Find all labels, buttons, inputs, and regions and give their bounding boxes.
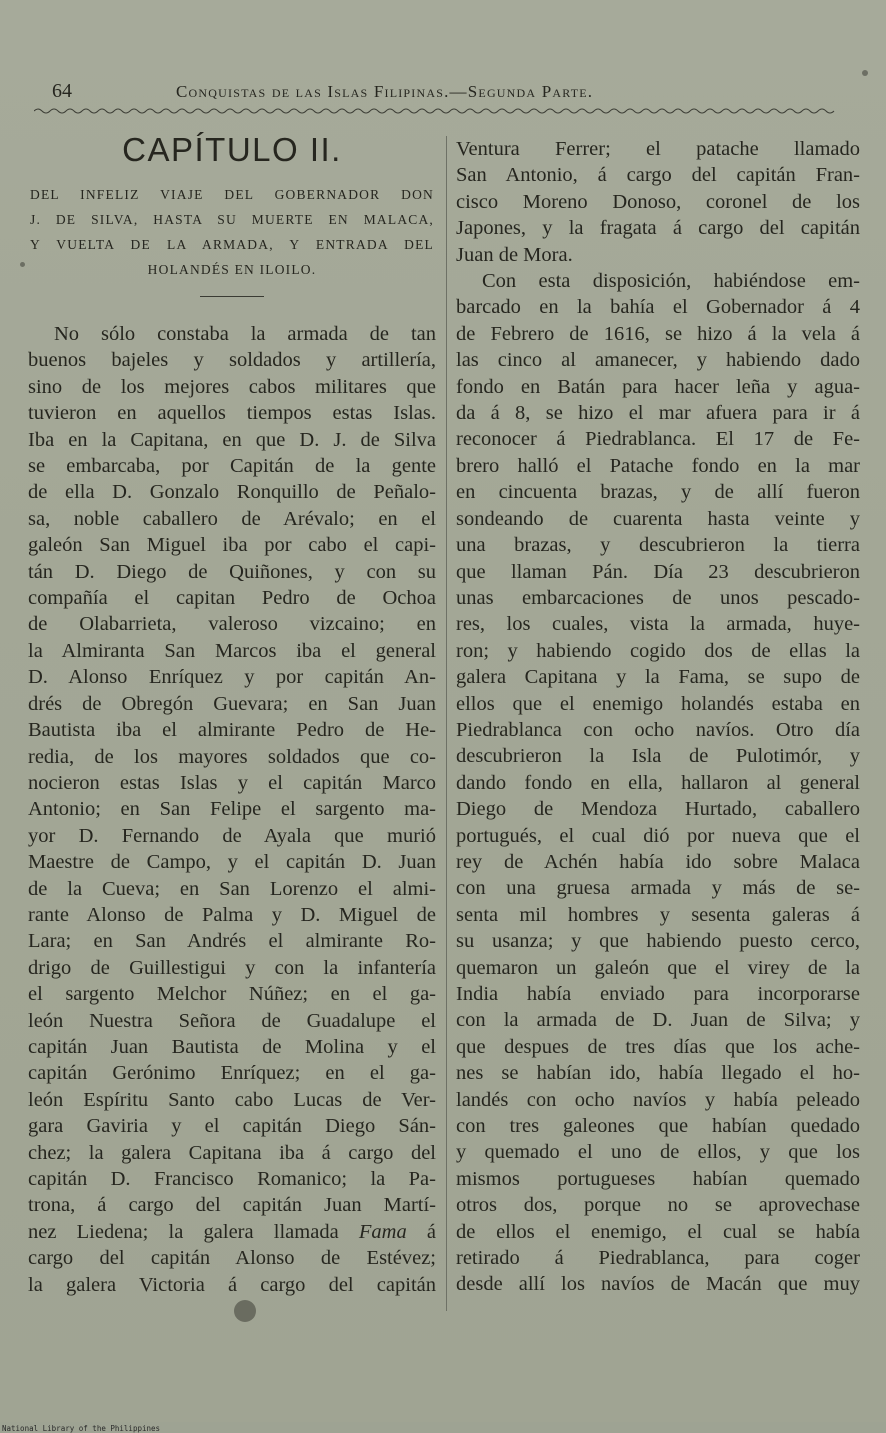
text-line: tuvieron en aquellos tiempos estas Islas.	[28, 402, 436, 425]
text-line: Ventura Ferrer; el patache llamado	[456, 138, 860, 160]
text-line: capitán Gerónimo Enríquez; en el ga-	[28, 1062, 436, 1085]
summary-line: Y VUELTA DE LA ARMADA, Y ENTRADA DEL	[30, 237, 434, 252]
text-line: Piedrablanca con ocho navíos. Otro día	[456, 718, 860, 741]
text-line: portugués, el cual dió por nueva que el	[456, 824, 860, 847]
text-line: y quemado el uno de ellos, y que los	[456, 1141, 860, 1164]
text-line: cargo del capitán Alonso de Estévez;	[28, 1247, 436, 1270]
ink-spot	[862, 70, 868, 76]
text-line: que despues de tres días que los ache-	[456, 1035, 860, 1058]
text-line: India había enviado para incorporarse	[456, 983, 860, 1005]
text-line: fondo en Batán para hacer leña y agua-	[456, 375, 860, 398]
text-line: San Antonio, á cargo del capitán Fran-	[456, 164, 860, 187]
right-column	[456, 136, 860, 1298]
left-column	[28, 130, 436, 1298]
header-ornamental-rule	[34, 104, 840, 118]
text-line: res, los cuales, vista la armada, huye-	[456, 613, 860, 636]
text-line: que llaman Pán. Día 23 descubrieron	[456, 560, 860, 583]
text-line: barcado en la bahía el Gobernador á 4	[456, 296, 860, 319]
text-line: da á 8, se hizo el mar afuera para ir á	[456, 402, 860, 425]
column-divider	[446, 136, 447, 1311]
page-header	[40, 80, 840, 104]
text-line: Antonio; en San Felipe el sargento ma-	[28, 798, 436, 821]
text-line: brero halló el Patache fondo en la mar	[456, 454, 860, 477]
text-line: galeón San Miguel iba por cabo el capi-	[28, 534, 436, 557]
text-line: en cincuenta brazas, y de allí fueron	[456, 481, 860, 504]
text-line: con una gruesa armada y más de se-	[456, 877, 860, 900]
text-line: Maestre de Campo, y el capitán D. Juan	[28, 851, 436, 874]
text-line: sino de los mejores cabos militares que	[28, 375, 436, 398]
text-line: quemaron un galeón que el virey de la	[456, 956, 860, 979]
text-line: desde allí los navíos de Macán que muy	[456, 1273, 860, 1296]
text-line: de ella D. Gonzalo Ronquillo de Peñalo-	[28, 481, 436, 504]
text-line: buenos bajeles y soldados y artillería,	[28, 349, 436, 372]
text-line: con la armada de D. Juan de Silva; y	[456, 1009, 860, 1032]
text-line: drigo de Guillestigui y con la infantería	[28, 956, 436, 979]
text-line: dando fondo en ella, hallaron al general	[456, 771, 860, 794]
text-line: de Febrero de 1616, se hizo á la vela á	[456, 322, 860, 345]
text-line: cisco Moreno Donoso, coronel de los	[456, 190, 860, 213]
library-credit: National Library of the Philippines	[2, 1424, 161, 1433]
text-line: el sargento Melchor Núñez; en el ga-	[28, 983, 436, 1006]
text-line: ron; y habiendo cogido dos de ellas la	[456, 639, 860, 662]
text-line: otros dos, porque no se aprovechase	[456, 1194, 860, 1217]
ink-spot	[20, 262, 25, 267]
text-line: Con esta disposición, habiéndose em-	[482, 270, 860, 293]
text-line: chez; la galera Capitana iba á cargo del	[28, 1141, 436, 1164]
text-line: descubrieron la Isla de Pulotimór, y	[456, 745, 860, 768]
ink-spot	[234, 1300, 256, 1322]
text-line: capitán Juan Bautista de Molina y el	[28, 1035, 436, 1058]
text-line: la Almiranta San Marcos iba el general	[28, 639, 436, 662]
summary-line: DEL INFELIZ VIAJE DEL GOBERNADOR DON	[30, 187, 434, 202]
text-line: la galera Victoria á cargo del capitán	[28, 1273, 436, 1296]
text-line: drés de Obregón Guevara; en San Juan	[28, 692, 436, 715]
emphasized-word: Fama	[358, 1220, 407, 1243]
text-line: mismos portugueses habían quemado	[456, 1167, 860, 1190]
text-line: Diego de Mendoza Hurtado, caballero	[456, 798, 860, 821]
text-line: No sólo constaba la armada de tan	[54, 323, 436, 345]
text-line: trona, á cargo del capitán Juan Martí-	[28, 1194, 436, 1217]
text-line: rante Alonso de Palma y D. Miguel de	[28, 903, 436, 926]
text-line: de la Cueva; en San Lorenzo el almi-	[28, 877, 436, 900]
text-line: gara Gaviria y el capitán Diego Sán-	[28, 1115, 436, 1138]
running-title: Conquistas de las Islas Filipinas.—Segunda Parte.	[176, 82, 594, 101]
text-line: nes se habían ido, había llegado el ho-	[456, 1062, 860, 1085]
text-line: Iba en la Capitana, en que D. J. de Silva	[28, 428, 436, 451]
page-number: 64	[52, 80, 72, 102]
summary-line: J. DE SILVA, HASTA SU MUERTE EN MALACA,	[30, 212, 434, 227]
left-body-text	[28, 321, 436, 1298]
text-line: senta mil hombres y sesenta galeras á	[456, 903, 860, 926]
text-line: capitán D. Francisco Romanico; la Pa-	[28, 1168, 436, 1190]
text-line: sa, noble caballero de Arévalo; en el	[28, 507, 436, 530]
text-line: una brazas, y descubrieron la tierra	[456, 534, 860, 557]
text-line: D. Alonso Enríquez y por capitán An-	[28, 666, 436, 689]
text-line: Juan de Mora.	[456, 243, 573, 266]
text-line: unas embarcaciones de unos pescado-	[456, 586, 860, 609]
text-line: nocieron estas Islas y el capitán Marco	[28, 771, 436, 794]
text-line: con tres galeones que habían quedado	[456, 1115, 860, 1138]
text-line: león Espíritu Santo cabo Lucas de Ver-	[28, 1088, 436, 1111]
text-line: Bautista iba el almirante Pedro de He-	[28, 719, 436, 742]
section-separator	[200, 296, 264, 297]
text-line: las cinco al amanecer, y habiendo dado	[456, 349, 860, 372]
summary-line: HOLANDÉS EN ILOILO.	[147, 262, 317, 277]
text-line: su usanza; y que habiendo puesto cerco,	[456, 930, 860, 953]
text-line: landés con ocho navíos y había peleado	[456, 1088, 860, 1111]
text-line: Lara; en San Andrés el almirante Ro-	[28, 930, 436, 953]
chapter-title: CAPÍTULO II.	[122, 131, 342, 168]
text-line: yor D. Fernando de Ayala que murió	[28, 824, 436, 847]
text-line: redia, de los mayores soldados que co-	[28, 745, 436, 768]
right-body-text	[456, 136, 860, 1298]
text-line: compañía el capitan Pedro de Ochoa	[28, 587, 436, 610]
text-line: nez Liedena; la galera llamada Fama á	[28, 1220, 436, 1243]
chapter-summary	[28, 182, 436, 282]
text-line: reconocer á Piedrablanca. El 17 de Fe-	[456, 428, 860, 451]
text-line: de Olabarrieta, valeroso vizcaino; en	[28, 613, 436, 636]
text-line: se embarcaba, por Capitán de la gente	[28, 455, 436, 478]
text-line: sondeando de cuarenta hasta veinte y	[456, 507, 860, 530]
text-line: ellos que el enemigo holandés estaba en	[456, 692, 860, 715]
text-line: galera Capitana y la Fama, se supo de	[456, 666, 860, 689]
text-line: Japones, y la fragata á cargo del capitán	[456, 217, 860, 240]
text-line: rey de Achén había ido sobre Malaca	[456, 850, 860, 873]
text-line: león Nuestra Señora de Guadalupe el	[28, 1009, 436, 1032]
text-line: retirado á Piedrablanca, para coger	[456, 1247, 860, 1270]
text-line: tán D. Diego de Quiñones, y con su	[28, 560, 436, 583]
text-line: de ellos el enemigo, el cual se había	[456, 1220, 860, 1243]
